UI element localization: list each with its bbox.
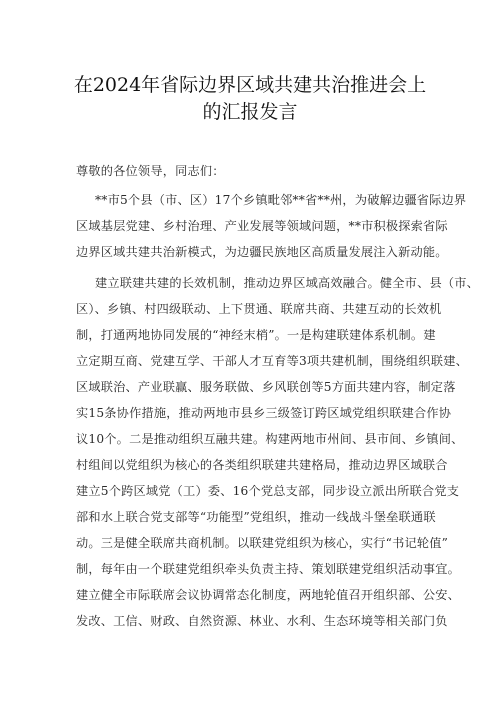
paragraph-2-line: 发改、工信、财政、自然资源、林业、水利、生态环境等相关部门负	[76, 614, 448, 628]
paragraph-2-line: 区）、乡镇、村四级联动、上下贯通、联席共商、共建互动的长效机	[76, 302, 442, 316]
paragraph-2-line: 立定期互商、党建互学、干部人才互育等3项共建机制，围绕组织联建、	[76, 354, 468, 368]
paragraph-1-line: 区域基层党建、乡村治理、产业发展等领域问题，**市积极探索省际	[76, 219, 448, 233]
paragraph-2-line: 实15条协作措施，推动两地市县乡三级签订跨区域党组织联建合作协	[76, 406, 452, 420]
paragraph-2-line: 区域联治、产业联赢、服务联做、乡风联创等5方面共建内容，制定落	[76, 380, 456, 394]
paragraph-2-line: 制，每年由一个联建党组织牵头负责主持、策划联建党组织活动事宜。	[76, 562, 461, 576]
salutation: 尊敬的各位领导，同志们：	[76, 164, 225, 178]
paragraph-1-line: 边界区域共建共治新模式，为边疆民族地区高质量发展注入新动能。	[76, 245, 448, 259]
paragraph-2-line: 动。三是健全联席共商机制。以联建党组织为核心，实行“书记轮值”	[76, 536, 449, 550]
paragraph-2-line: 制，打通两地协同发展的“神经末梢”。一是构建联建体系机制。建	[76, 328, 436, 342]
paragraph-2-line: 村组间以党组织为核心的各类组织联建共建格局，推动边界区域联合	[76, 458, 448, 472]
document-title-line-1: 在2024年省际边界区域共建共治推进会上	[73, 74, 427, 96]
paragraph-2-line: 建立联建共建的长效机制，推动边界区域高效融合。健全市、县（市、	[95, 276, 480, 290]
paragraph-2-line: 建立健全市际联席会议协调常态化制度，两地轮值召开组织部、公安、	[76, 588, 461, 602]
paragraph-2-line: 议10个。二是推动组织互融共建。构建两地市州间、县市间、乡镇间、	[76, 432, 464, 446]
paragraph-2-line: 部和水上联合党支部等“功能型”党组织，推动一线战斗堡垒联通联	[76, 510, 436, 524]
document-title-line-2: 的汇报发言	[202, 101, 298, 123]
paragraph-1-line: **市5个县（市、区）17个乡镇毗邻**省**州，为破解边疆省际边界	[95, 193, 467, 207]
paragraph-2-line: 建立5个跨区域党（工）委、16个党总支部，同步设立派出所联合党支	[76, 484, 460, 498]
